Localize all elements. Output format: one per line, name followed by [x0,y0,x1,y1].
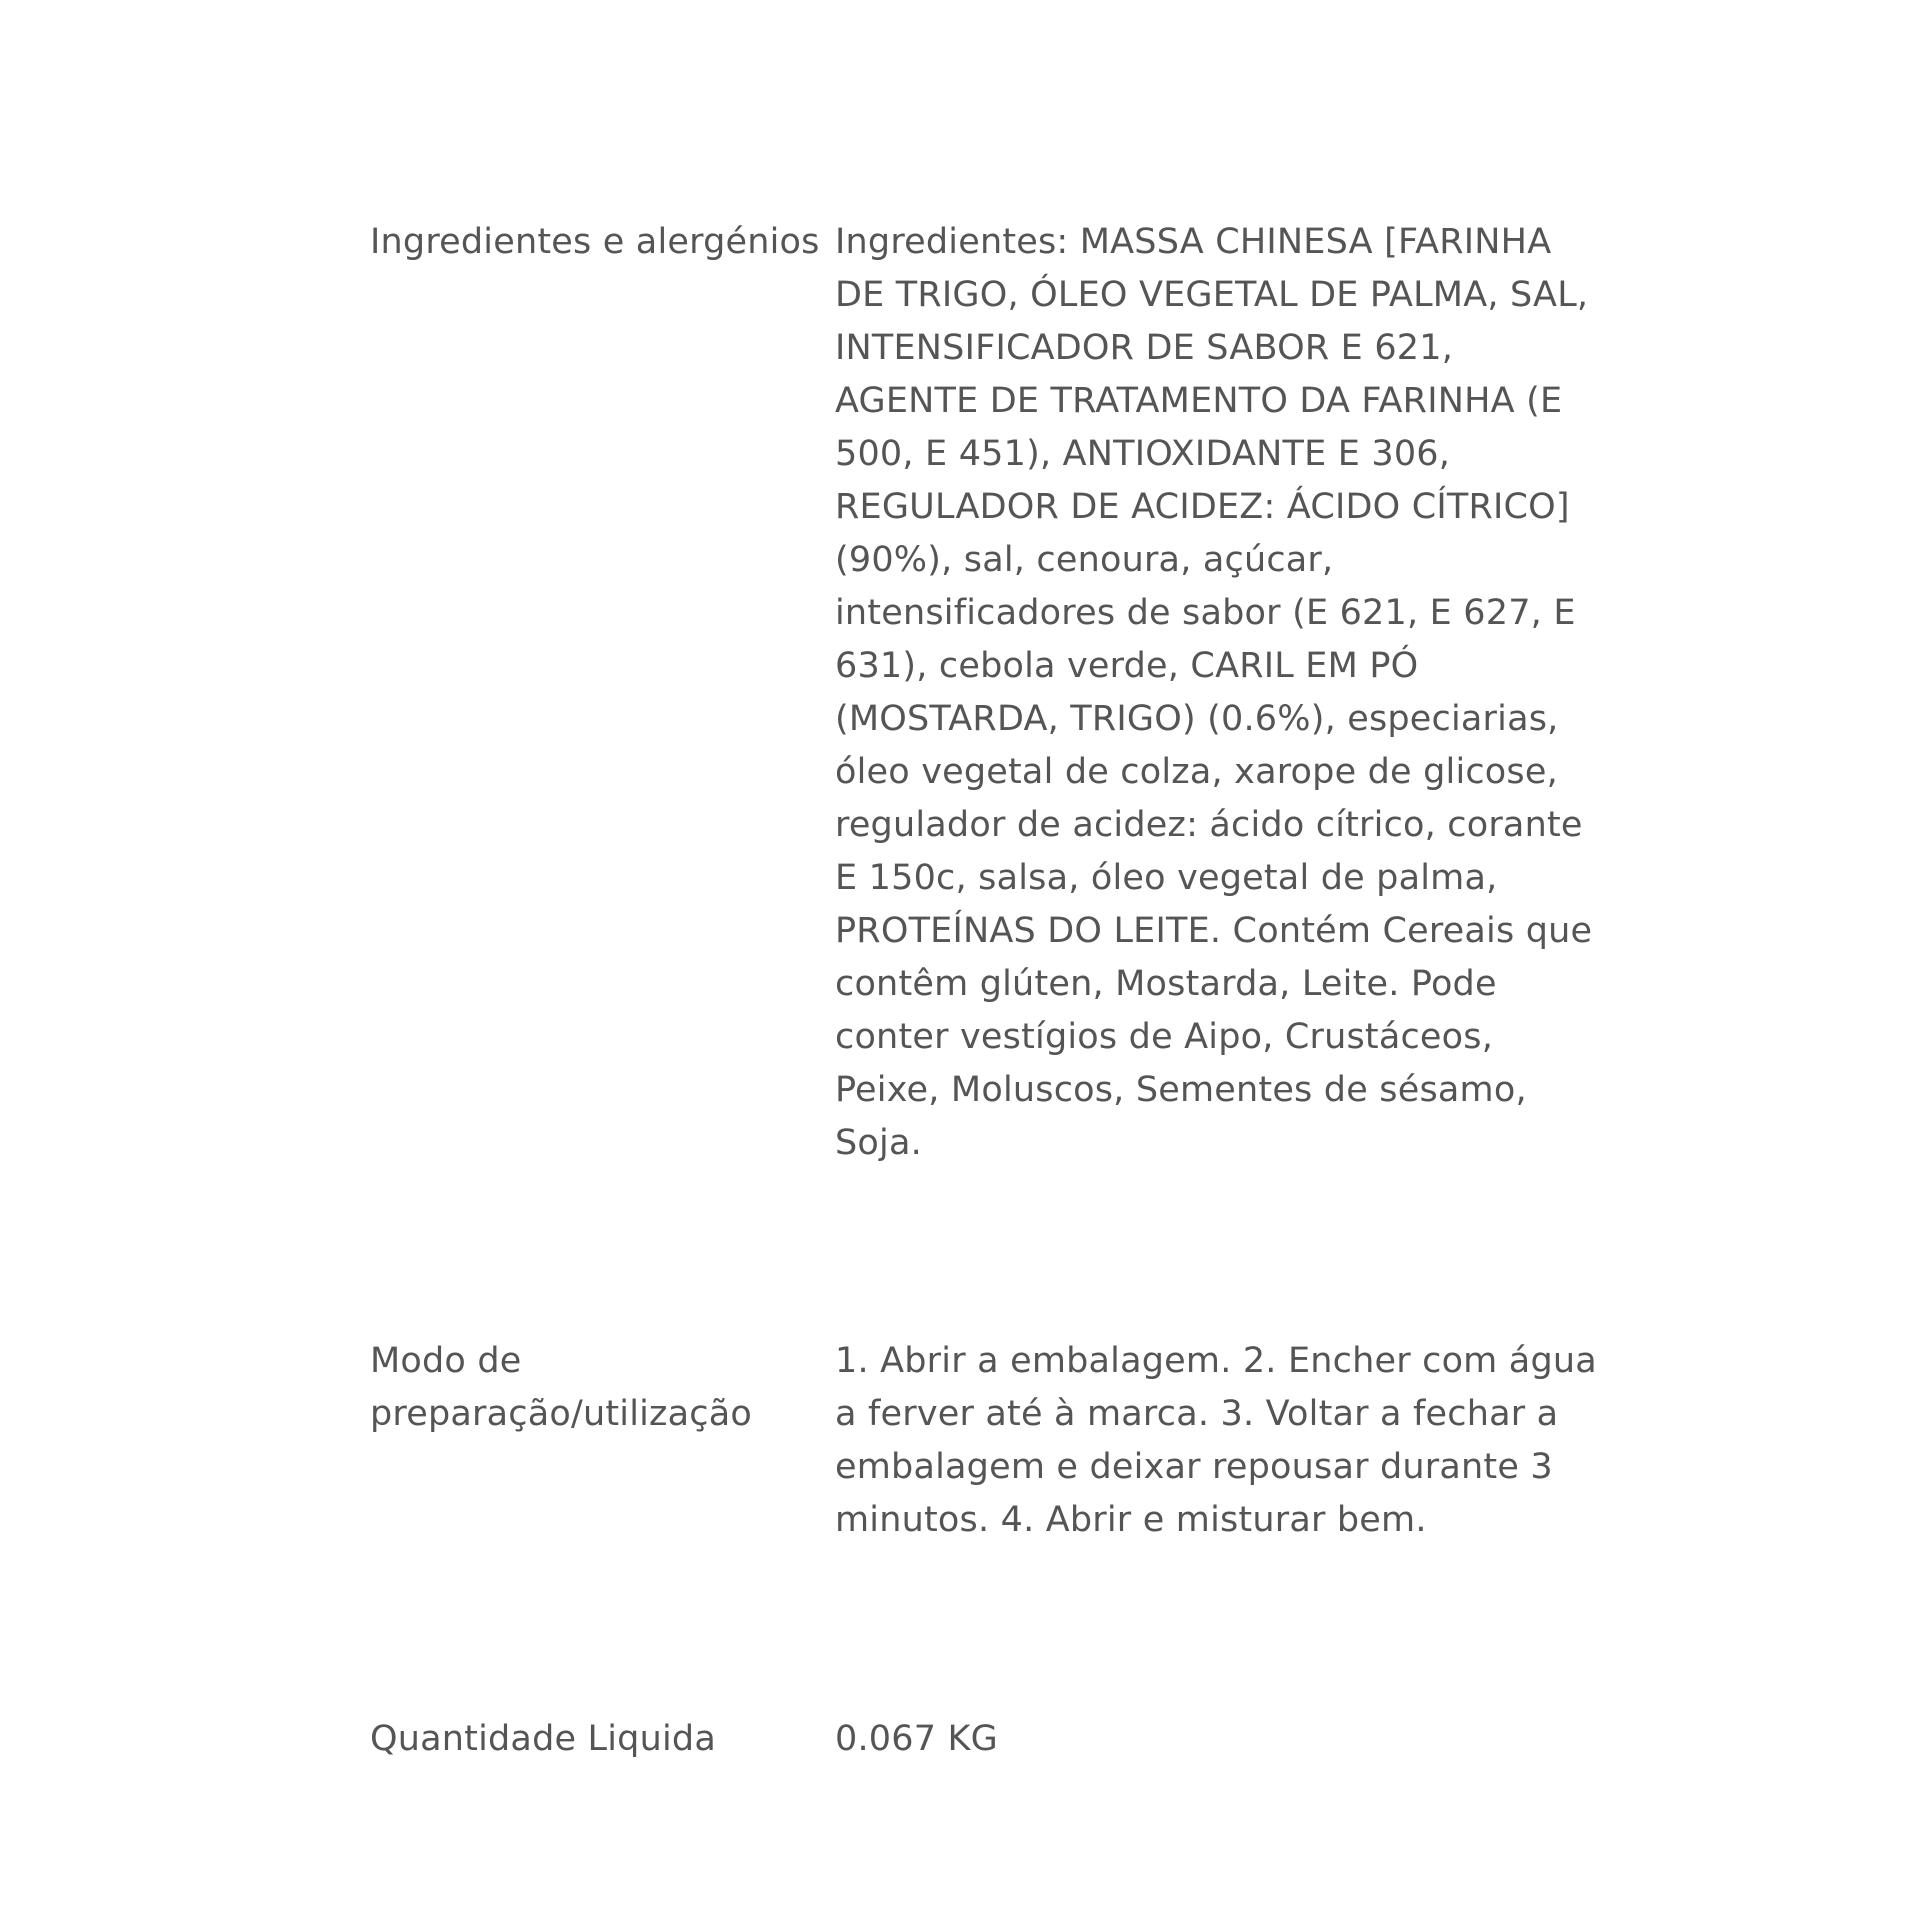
product-info-table [370,216,1600,1773]
preparation-value: 1. Abrir a embalagem. 2. Encher com água a ferver até à marca. 3. Voltar a fechar a embalagem e deixar repousar durante 3 minutos. 4. Abrir e misturar bem. [835,1341,1597,1540]
preparation-label: Modo de preparação/utilização [370,1341,752,1434]
ingredients-value: Ingredientes: MASSA CHINESA [FARINHA DE TRIGO, ÓLEO VEGETAL DE PALMA, SAL, INTENSIFICADOR DE SABOR E 621, AGENTE DE TRATAMENTO DA FARINHA (E 500, E 451), ANTIOXIDANTE E 306, REGULADOR DE ACIDEZ: ÁCIDO CÍTRICO] (90%), sal, cenoura, açúcar, intensificadores de sabor (E 621, E 627, E 631), cebola verde, CARIL EM PÓ (MOSTARDA, TRIGO) (0.6%), especiarias, óleo vegetal de colza, xarope de glicose, regulador de acidez: ácido cítrico, corante E 150c, salsa, óleo vegetal de palma, PROTEÍNAS DO LEITE. Contém Cereais que contêm glúten, Mostarda, Leite. Pode conter vestígios de Aipo, Crustáceos, Peixe, Moluscos, Sementes de sésamo, Soja. [835,222,1593,1163]
quantity-label: Quantidade Liquida [370,1719,716,1759]
info-row-preparation [370,1335,1600,1713]
info-row-quantity [370,1713,1600,1773]
info-row-ingredients [370,216,1600,1335]
quantity-value: 0.067 KG [835,1719,998,1759]
ingredients-label: Ingredientes e alergénios [370,222,820,262]
